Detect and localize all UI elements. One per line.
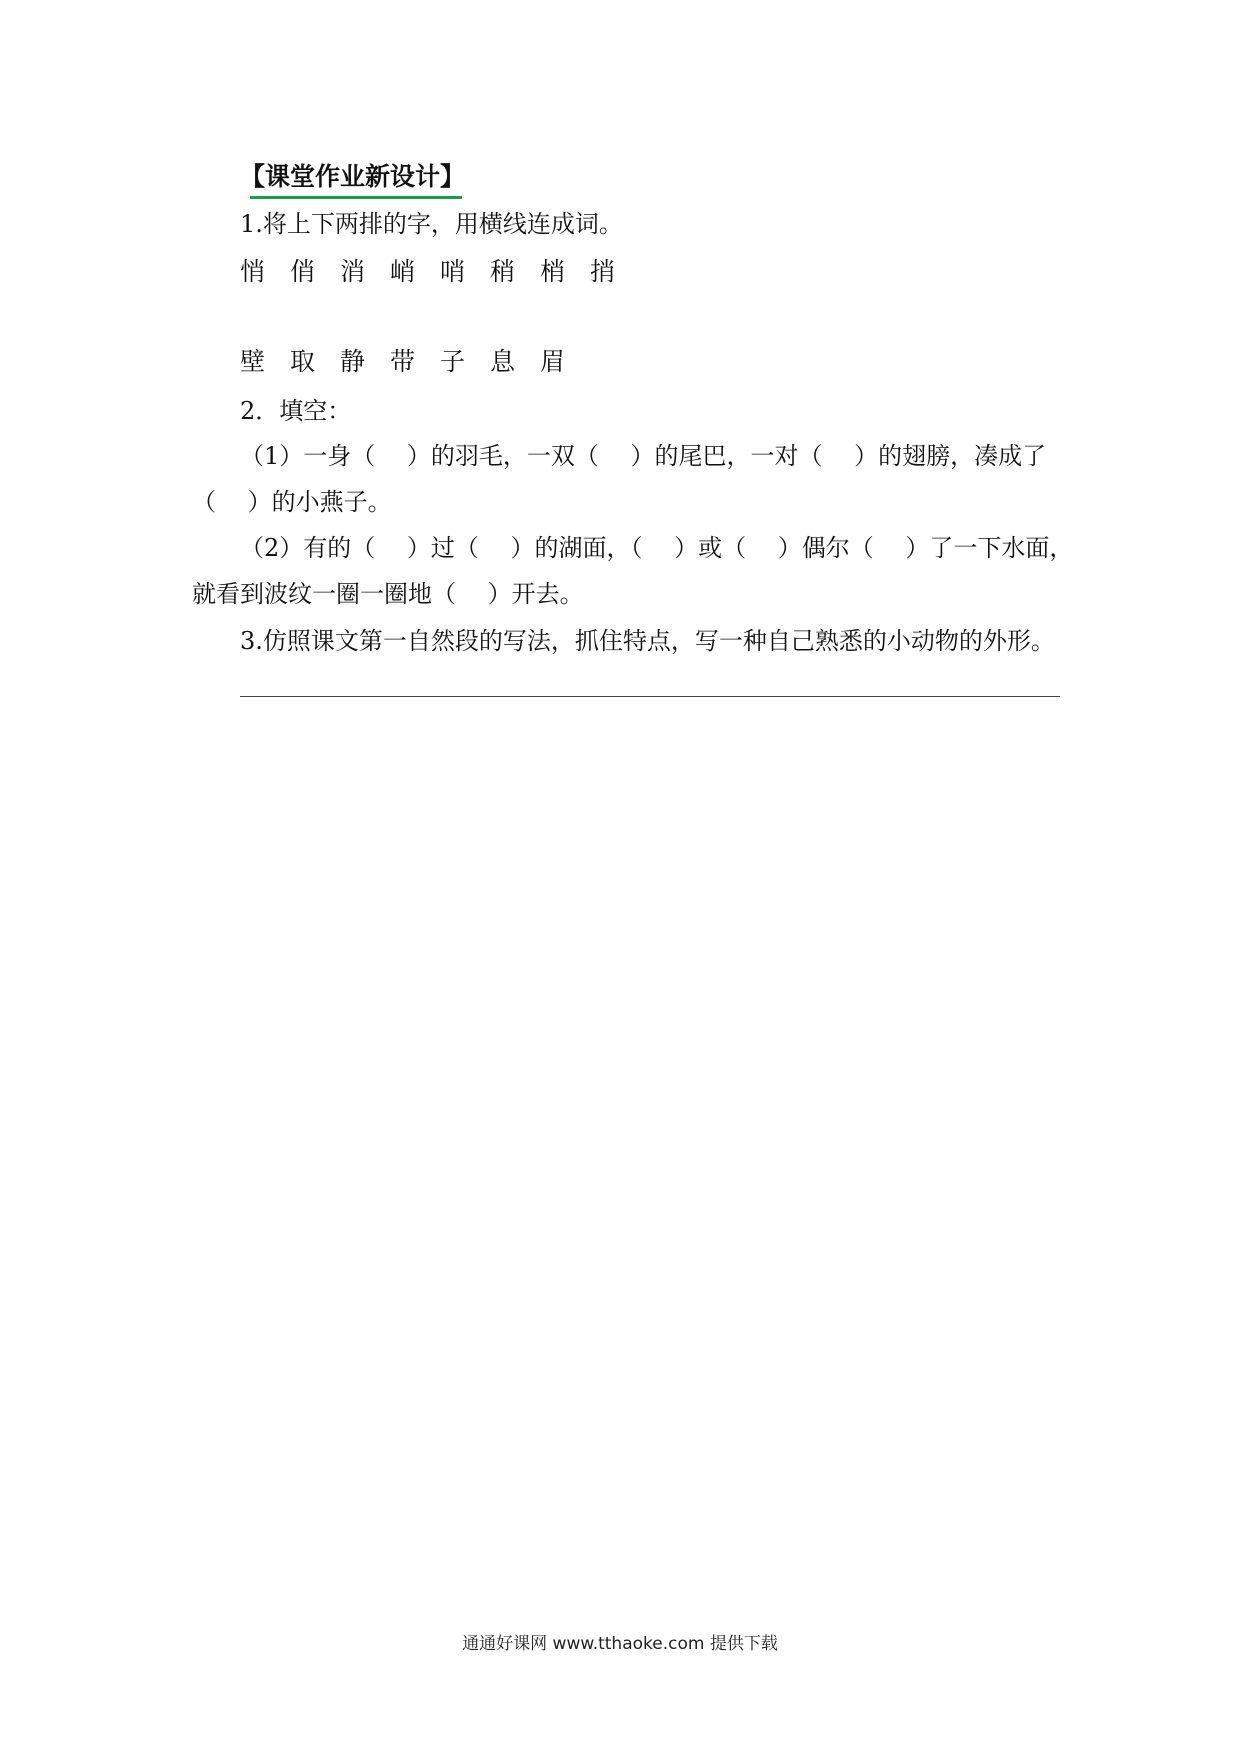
q1-bottom-char: 息 <box>490 347 516 376</box>
q1-top-char: 梢 <box>540 257 566 286</box>
q3-answer-line[interactable] <box>240 696 1060 697</box>
q1-top-char: 消 <box>340 257 366 286</box>
q2-prompt: 2．填空： <box>240 397 352 425</box>
q3-prompt: 3.仿照课文第一自然段的写法，抓住特点，写一种自己熟悉的小动物的外形。 <box>240 627 1055 655</box>
q2-item2-line2: 就看到波纹一圈一圈地（ ）开去。 <box>192 580 584 608</box>
q1-top-char: 俏 <box>290 257 316 286</box>
q1-bottom-char: 眉 <box>540 347 566 376</box>
q1-bottom-char: 带 <box>390 347 416 376</box>
heading-underline <box>250 196 462 199</box>
q1-top-char: 悄 <box>240 257 266 286</box>
q1-bottom-char: 子 <box>440 347 466 376</box>
q1-bottom-row <box>240 346 590 378</box>
q1-bottom-char: 壁 <box>240 347 266 376</box>
q1-top-char: 峭 <box>390 257 416 286</box>
page-footer: 通通好课网 www.tthaoke.com 提供下载 <box>462 1634 778 1654</box>
section-heading-wrap <box>240 160 465 200</box>
q2-item1-line1: （1）一身（ ）的羽毛，一双（ ）的尾巴，一对（ ）的翅膀，凑成了 <box>240 442 1047 470</box>
q1-top-char: 稍 <box>490 257 516 286</box>
q1-top-char: 捎 <box>590 257 616 286</box>
q1-bottom-char: 静 <box>340 347 366 376</box>
section-heading: 【课堂作业新设计】 <box>240 162 466 191</box>
q1-prompt: 1.将上下两排的字，用横线连成词。 <box>240 210 623 238</box>
q1-top-char: 哨 <box>440 257 466 286</box>
q1-top-row <box>240 256 640 288</box>
q2-item2-line1: （2）有的（ ）过（ ）的湖面，（ ）或（ ）偶尔（ ）了一下水面， <box>240 534 1074 562</box>
q1-bottom-char: 取 <box>290 347 316 376</box>
q2-item1-line2: （ ）的小燕子。 <box>192 488 392 516</box>
